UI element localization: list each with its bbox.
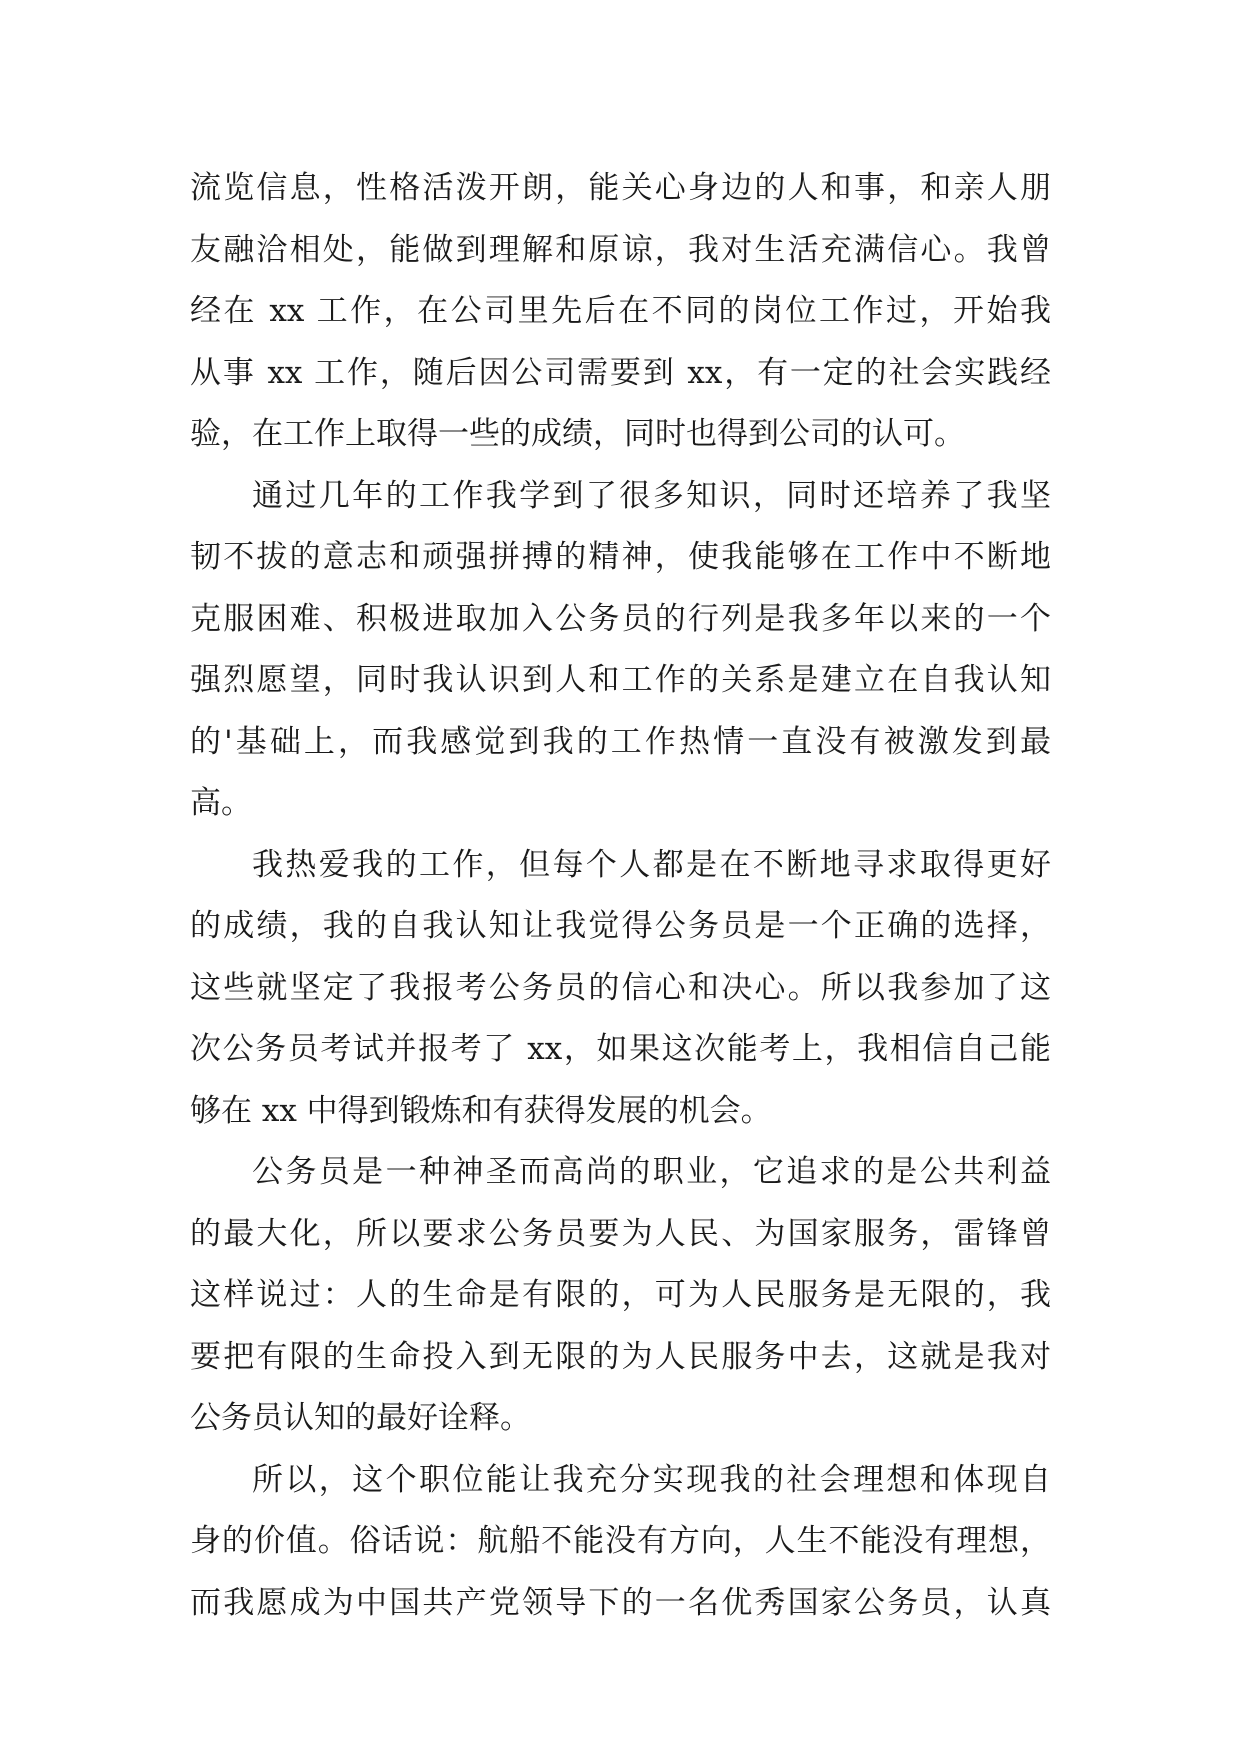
text-line: 所以，这个职位能让我充分实现我的社会理想和体现自: [252, 1461, 1051, 1498]
text-line: 次公务员考试并报考了 xx，如果这次能考上，我相信自己能: [190, 1031, 1051, 1067]
text-line: 从事 xx 工作，随后因公司需要到 xx，有一定的社会实践经: [190, 354, 1051, 391]
text-line: 的成绩，我的自我认知让我觉得公务员是一个正确的选择，: [190, 908, 1051, 944]
paragraph-5: [190, 1450, 1051, 1635]
paragraph-2: [190, 466, 1051, 835]
text-line: 够在 xx 中得到锻炼和有获得发展的机会。: [190, 1092, 772, 1129]
text-line: 的最大化，所以要求公务员要为人民、为国家服务，雷锋曾: [190, 1215, 1051, 1252]
paragraph-3: [190, 835, 1051, 1143]
text-line: 流览信息，性格活泼开朗，能关心身边的人和事，和亲人朋: [190, 170, 1051, 206]
paragraph-4: [190, 1142, 1051, 1450]
text-line: 经在 xx 工作，在公司里先后在不同的岗位工作过，开始我: [190, 293, 1051, 329]
text-line: 要把有限的生命投入到无限的为人民服务中去，这就是我对: [190, 1338, 1051, 1375]
document-body: [190, 158, 1051, 1634]
text-line: 克服困难、积极进取加入公务员的行列是我多年以来的一个: [190, 600, 1051, 637]
text-line: 这样说过：人的生命是有限的，可为人民服务是无限的，我: [190, 1277, 1051, 1313]
text-line: 我热爱我的工作，但每个人都是在不断地寻求取得更好: [252, 846, 1051, 883]
text-line: 公务员是一种神圣而高尚的职业，它追求的是公共利益: [252, 1154, 1051, 1190]
text-line: 强烈愿望，同时我认识到人和工作的关系是建立在自我认知: [190, 662, 1051, 698]
text-line: 高。: [190, 785, 252, 821]
text-line: 的'基础上，而我感觉到我的工作热情一直没有被激发到最: [190, 723, 1051, 760]
text-line: 而我愿成为中国共产党领导下的一名优秀国家公务员，认真: [190, 1584, 1051, 1621]
text-line: 身的价值。俗话说：航船不能没有方向，人生不能没有理想，: [190, 1523, 1051, 1559]
text-line: 韧不拔的意志和顽强拼搏的精神，使我能够在工作中不断地: [190, 539, 1051, 575]
text-line: 这些就坚定了我报考公务员的信心和决心。所以我参加了这: [190, 969, 1051, 1006]
text-line: 公务员认知的最好诠释。: [190, 1400, 531, 1436]
text-line: 通过几年的工作我学到了很多知识，同时还培养了我坚: [252, 477, 1051, 514]
text-line: 友融洽相处，能做到理解和原谅，我对生活充满信心。我曾: [190, 231, 1051, 268]
paragraph-1: [190, 158, 1051, 466]
text-line: 验，在工作上取得一些的成绩，同时也得到公司的认可。: [190, 416, 965, 452]
